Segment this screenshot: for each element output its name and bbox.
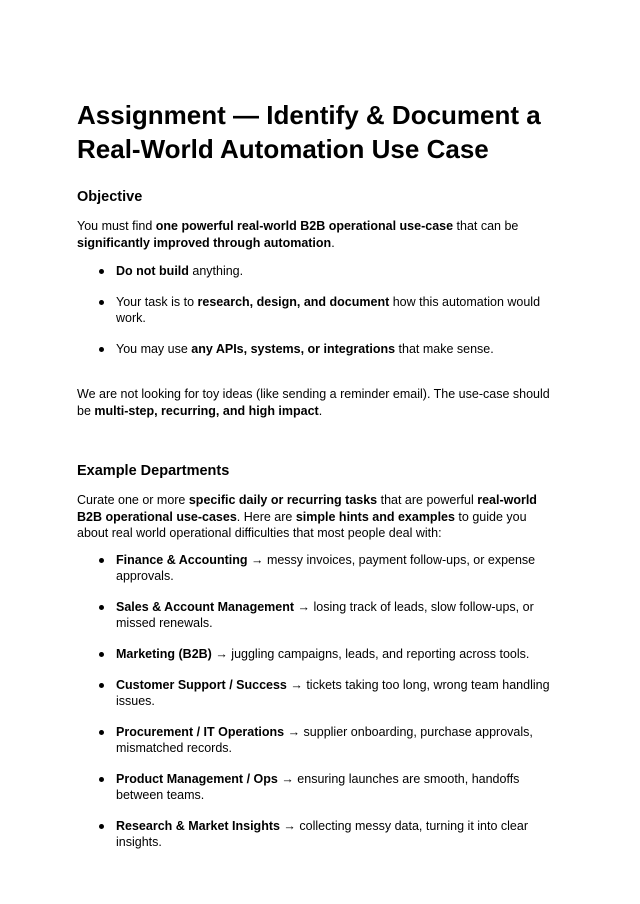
bold-text: Finance & Accounting bbox=[116, 552, 248, 567]
list-item bbox=[77, 341, 556, 357]
text-run: → juggling campaigns, leads, and reporting across tools. bbox=[211, 646, 530, 661]
text-run: → collecting messy data, turning it into clear insights. bbox=[116, 818, 528, 849]
document-page bbox=[77, 98, 557, 850]
list-item bbox=[77, 646, 556, 662]
text-run: → losing track of leads, slow follow-ups, or missed renewals. bbox=[116, 599, 534, 630]
bold-text: research, design, and document bbox=[197, 295, 390, 309]
bold-text: Customer Support / Success bbox=[116, 677, 287, 692]
departments-list bbox=[77, 552, 557, 850]
text-run: to guide you about real world operational difficulties that most people deal with: bbox=[77, 509, 527, 540]
bold-text: significantly improved through automation bbox=[77, 235, 332, 250]
text-run: You may use bbox=[116, 342, 192, 356]
bold-text: Do not build bbox=[116, 264, 189, 278]
text-run: We are not looking for toy ideas (like sending a reminder email). The use-case should be bbox=[77, 387, 550, 418]
bold-text: Sales & Account Management bbox=[116, 599, 295, 614]
text-run: how this automation would work. bbox=[116, 295, 541, 325]
list-item bbox=[77, 724, 556, 756]
text-run: → ensuring launches are smooth, handoffs between teams. bbox=[116, 771, 520, 802]
objective-list bbox=[77, 263, 557, 357]
list-item bbox=[77, 818, 556, 850]
text-run: that are powerful bbox=[377, 493, 478, 507]
document-title: Assignment — Identify & Document a Real-World Automation Use Case bbox=[77, 100, 541, 164]
objective-intro bbox=[77, 218, 557, 251]
text-run: → supplier onboarding, purchase approvals, mismatched records. bbox=[116, 724, 533, 755]
text-run: Your task is to bbox=[116, 295, 198, 309]
list-item bbox=[77, 771, 556, 803]
text-run: that can be bbox=[453, 219, 519, 233]
objective-note bbox=[77, 386, 557, 419]
departments-intro bbox=[77, 492, 557, 542]
bold-text: real-world B2B operational use-cases bbox=[77, 493, 537, 524]
text-run: that make sense. bbox=[395, 342, 494, 356]
text-run: → tickets taking too long, wrong team handling issues. bbox=[116, 677, 550, 708]
bold-text: multi-step, recurring, and high impact bbox=[94, 403, 319, 418]
text-run: . Here are bbox=[236, 509, 296, 524]
bold-text: specific daily or recurring tasks bbox=[188, 493, 378, 507]
text-run: → messy invoices, payment follow-ups, or expense approvals. bbox=[116, 552, 536, 583]
objective-heading: Objective bbox=[77, 189, 143, 205]
bold-text: any APIs, systems, or integrations bbox=[191, 342, 396, 356]
text-run: . bbox=[331, 235, 335, 250]
bold-text: Marketing (B2B) bbox=[116, 646, 212, 661]
bold-text: simple hints and examples bbox=[295, 509, 455, 524]
list-item bbox=[77, 677, 556, 709]
text-run: You must find bbox=[77, 219, 156, 233]
text-run: anything. bbox=[188, 264, 244, 278]
list-item bbox=[77, 263, 556, 279]
bold-text: one powerful real-world B2B operational use-case bbox=[155, 219, 454, 233]
list-item bbox=[77, 552, 556, 584]
list-item bbox=[77, 599, 556, 631]
list-item bbox=[77, 294, 556, 326]
departments-heading: Example Departments bbox=[77, 463, 230, 479]
bold-text: Procurement / IT Operations bbox=[116, 724, 285, 739]
bold-text: Research & Market Insights bbox=[116, 818, 280, 833]
text-run: Curate one or more bbox=[77, 493, 189, 507]
text-run: . bbox=[318, 403, 323, 418]
bold-text: Product Management / Ops bbox=[116, 771, 278, 786]
